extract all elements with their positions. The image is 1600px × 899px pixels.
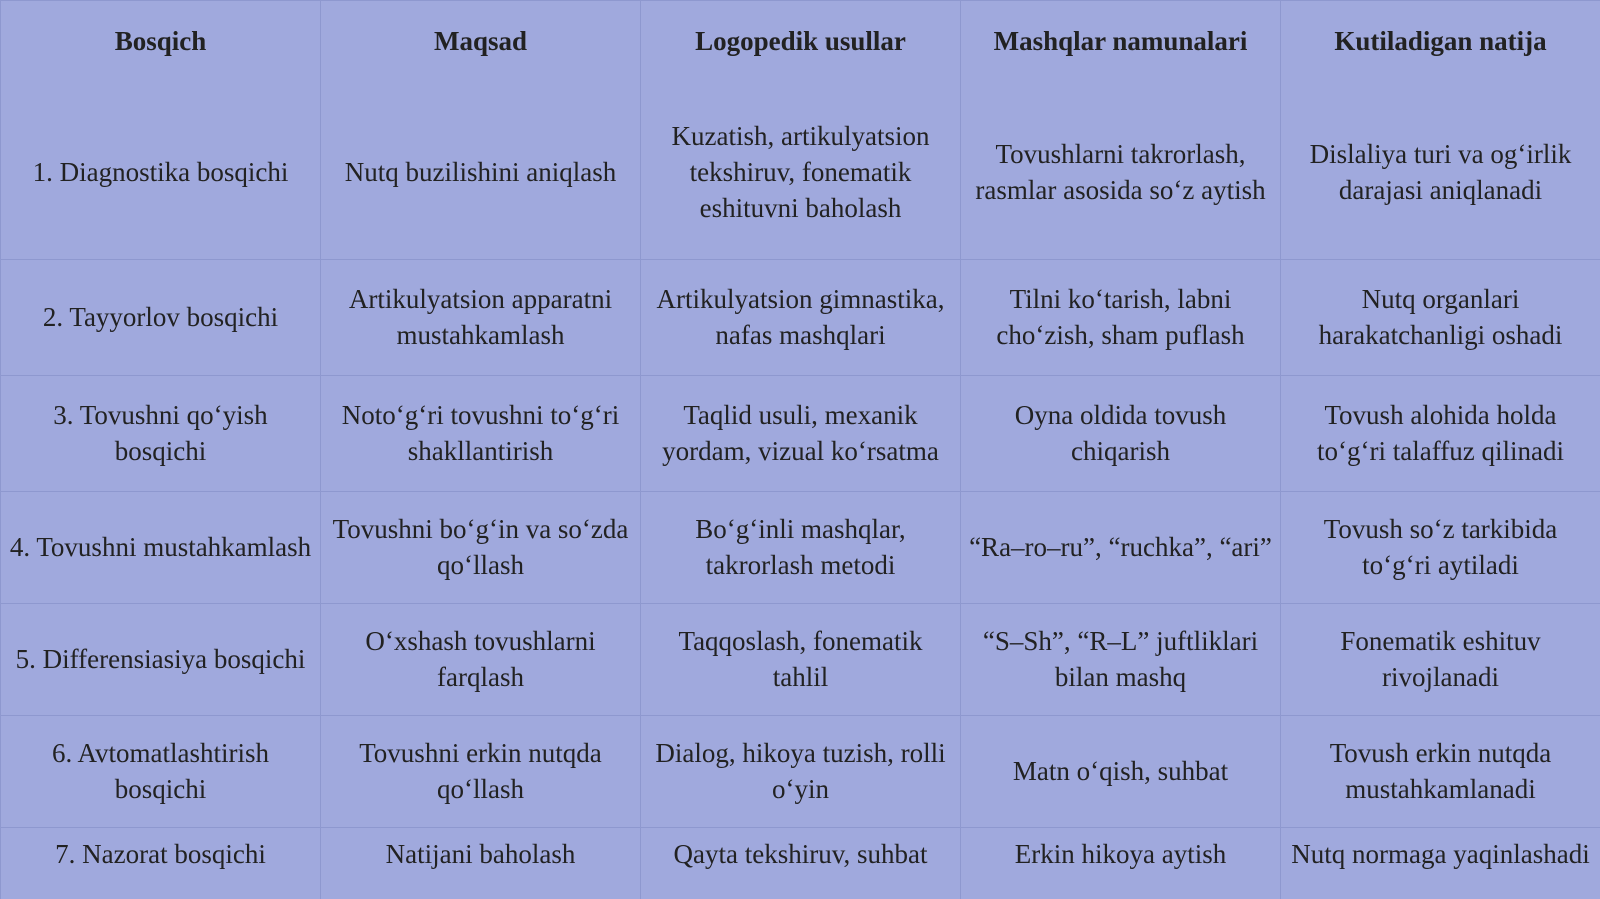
cell-methods: Dialog, hikoya tuzish, rolli o‘yin (641, 715, 961, 827)
cell-exercises: “Ra–ro–ru”, “ruchka”, “ari” (961, 491, 1281, 603)
cell-stage: 2. Tayyorlov bosqichi (1, 259, 321, 375)
table-row (1, 603, 1600, 715)
header-stage: Bosqich (1, 1, 321, 85)
header-exercises: Mashqlar namunalari (961, 1, 1281, 85)
cell-goal: Noto‘g‘ri tovushni to‘g‘ri shakllantirish (321, 375, 641, 491)
cell-goal: Tovushni erkin nutqda qo‘llash (321, 715, 641, 827)
table-row (1, 827, 1600, 899)
cell-result: Fonematik eshituv rivojlanadi (1281, 603, 1600, 715)
table-row (1, 259, 1600, 375)
table-row (1, 491, 1600, 603)
header-methods: Logopedik usullar (641, 1, 961, 85)
cell-exercises: Tilni ko‘tarish, labni cho‘zish, sham puflash (961, 259, 1281, 375)
table-row (1, 85, 1600, 260)
cell-methods: Taqqoslash, fonematik tahlil (641, 603, 961, 715)
cell-exercises: Oyna oldida tovush chiqarish (961, 375, 1281, 491)
cell-methods: Kuzatish, artikulyatsion tekshiruv, fonematik eshituvni baholash (641, 85, 961, 260)
cell-methods: Artikulyatsion gimnastika, nafas mashqlari (641, 259, 961, 375)
header-goal: Maqsad (321, 1, 641, 85)
cell-exercises: Matn o‘qish, suhbat (961, 715, 1281, 827)
cell-goal: Nutq buzilishini aniqlash (321, 85, 641, 260)
cell-goal: Artikulyatsion apparatni mustahkamlash (321, 259, 641, 375)
header-result: Kutiladigan natija (1281, 1, 1600, 85)
cell-stage: 1. Diagnostika bosqichi (1, 85, 321, 260)
cell-methods: Qayta tekshiruv, suhbat (641, 827, 961, 899)
cell-goal: Natijani baholash (321, 827, 641, 899)
table-header-row (1, 1, 1600, 85)
cell-result: Dislaliya turi va og‘irlik darajasi aniqlanadi (1281, 85, 1600, 260)
cell-exercises: “S–Sh”, “R–L” juftliklari bilan mashq (961, 603, 1281, 715)
cell-result: Tovush erkin nutqda mustahkamlanadi (1281, 715, 1600, 827)
cell-result: Tovush so‘z tarkibida to‘g‘ri aytiladi (1281, 491, 1600, 603)
table-row (1, 715, 1600, 827)
cell-exercises: Erkin hikoya aytish (961, 827, 1281, 899)
cell-stage: 7. Nazorat bosqichi (1, 827, 321, 899)
cell-exercises: Tovushlarni takrorlash, rasmlar asosida so‘z aytish (961, 85, 1281, 260)
cell-stage: 5. Differensiasiya bosqichi (1, 603, 321, 715)
table-row (1, 375, 1600, 491)
cell-methods: Bo‘g‘inli mashqlar, takrorlash metodi (641, 491, 961, 603)
cell-result: Nutq normaga yaqinlashadi (1281, 827, 1600, 899)
cell-goal: O‘xshash tovushlarni farqlash (321, 603, 641, 715)
cell-result: Nutq organlari harakatchanligi oshadi (1281, 259, 1600, 375)
cell-result: Tovush alohida holda to‘g‘ri talaffuz qilinadi (1281, 375, 1600, 491)
cell-goal: Tovushni bo‘g‘in va so‘zda qo‘llash (321, 491, 641, 603)
cell-stage: 6. Avtomatlashtirish bosqichi (1, 715, 321, 827)
cell-methods: Taqlid usuli, mexanik yordam, vizual ko‘rsatma (641, 375, 961, 491)
cell-stage: 3. Tovushni qo‘yish bosqichi (1, 375, 321, 491)
cell-stage: 4. Tovushni mustahkamlash (1, 491, 321, 603)
